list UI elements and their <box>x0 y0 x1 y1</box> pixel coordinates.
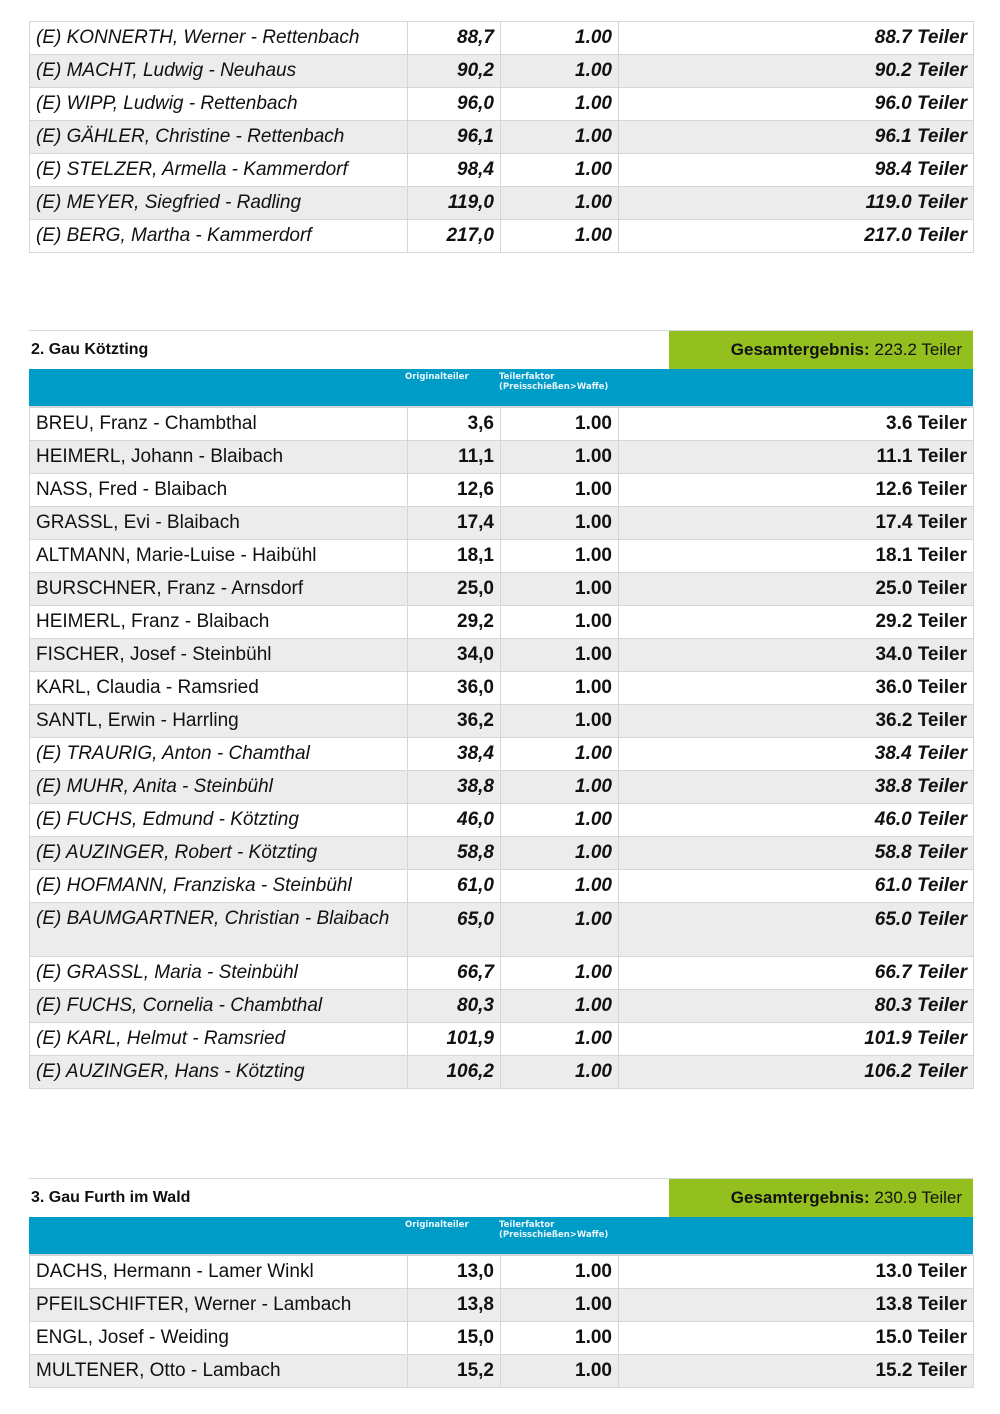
original-teiler: 90,2 <box>408 55 501 88</box>
shooter-name: (E) STELZER, Armella - Kammerdorf <box>30 154 408 187</box>
section-continued <box>29 21 973 253</box>
result-teiler: 13.8 Teiler <box>619 1289 974 1322</box>
original-teiler: 36,2 <box>408 705 501 738</box>
table-row <box>30 154 974 187</box>
result-teiler: 36.2 Teiler <box>619 705 974 738</box>
teiler-factor: 1.00 <box>501 1056 619 1089</box>
shooter-name: (E) KARL, Helmut - Ramsried <box>30 1023 408 1056</box>
teiler-factor: 1.00 <box>501 408 619 441</box>
original-teiler: 58,8 <box>408 837 501 870</box>
table-row <box>30 1023 974 1056</box>
original-teiler: 38,4 <box>408 738 501 771</box>
shooter-name: (E) FUCHS, Cornelia - Chambthal <box>30 990 408 1023</box>
table-row <box>30 474 974 507</box>
result-teiler: 36.0 Teiler <box>619 672 974 705</box>
teiler-factor: 1.00 <box>501 738 619 771</box>
shooter-name: DACHS, Hermann - Lamer Winkl <box>30 1256 408 1289</box>
result-teiler: 11.1 Teiler <box>619 441 974 474</box>
original-teiler: 13,8 <box>408 1289 501 1322</box>
total-value: 230.9 Teiler <box>874 1188 962 1207</box>
shooter-name: KARL, Claudia - Ramsried <box>30 672 408 705</box>
shooter-name: (E) MACHT, Ludwig - Neuhaus <box>30 55 408 88</box>
original-teiler: 11,1 <box>408 441 501 474</box>
section-title: 2. Gau Kötzting <box>31 341 149 358</box>
teiler-factor: 1.00 <box>501 121 619 154</box>
result-teiler: 88.7 Teiler <box>619 22 974 55</box>
result-teiler: 29.2 Teiler <box>619 606 974 639</box>
table-row <box>30 903 974 957</box>
original-teiler: 25,0 <box>408 573 501 606</box>
teiler-factor: 1.00 <box>501 507 619 540</box>
original-teiler: 88,7 <box>408 22 501 55</box>
teiler-factor: 1.00 <box>501 474 619 507</box>
original-teiler: 17,4 <box>408 507 501 540</box>
result-teiler: 217.0 Teiler <box>619 220 974 253</box>
result-teiler: 38.8 Teiler <box>619 771 974 804</box>
teiler-factor: 1.00 <box>501 22 619 55</box>
table-row <box>30 507 974 540</box>
result-teiler: 12.6 Teiler <box>619 474 974 507</box>
shooter-name: ALTMANN, Marie-Luise - Haibühl <box>30 540 408 573</box>
original-teiler: 46,0 <box>408 804 501 837</box>
column-header-factor <box>499 372 608 392</box>
table-row <box>30 804 974 837</box>
total-badge <box>669 331 973 369</box>
column-header-bar <box>29 1217 973 1255</box>
shooter-name: HEIMERL, Franz - Blaibach <box>30 606 408 639</box>
teiler-factor: 1.00 <box>501 540 619 573</box>
shooter-name: NASS, Fred - Blaibach <box>30 474 408 507</box>
table-row <box>30 540 974 573</box>
teiler-factor: 1.00 <box>501 1023 619 1056</box>
result-teiler: 80.3 Teiler <box>619 990 974 1023</box>
shooter-name: FISCHER, Josef - Steinbühl <box>30 639 408 672</box>
original-teiler: 15,0 <box>408 1322 501 1355</box>
teiler-factor: 1.00 <box>501 771 619 804</box>
table-row <box>30 957 974 990</box>
result-teiler: 34.0 Teiler <box>619 639 974 672</box>
section-title: 3. Gau Furth im Wald <box>31 1189 191 1206</box>
teiler-factor: 1.00 <box>501 870 619 903</box>
original-teiler: 34,0 <box>408 639 501 672</box>
shooter-name: (E) WIPP, Ludwig - Rettenbach <box>30 88 408 121</box>
section-header <box>29 1178 973 1217</box>
column-header-factor-line1: Teilerfaktor <box>499 1220 555 1230</box>
teiler-factor: 1.00 <box>501 1322 619 1355</box>
table-row <box>30 1322 974 1355</box>
shooter-name: (E) BAUMGARTNER, Christian - Blaibach <box>30 903 408 957</box>
result-teiler: 101.9 Teiler <box>619 1023 974 1056</box>
shooter-name: (E) BERG, Martha - Kammerdorf <box>30 220 408 253</box>
table-row <box>30 870 974 903</box>
shooter-name: PFEILSCHIFTER, Werner - Lambach <box>30 1289 408 1322</box>
shooter-name: (E) GRASSL, Maria - Steinbühl <box>30 957 408 990</box>
table-row <box>30 837 974 870</box>
original-teiler: 36,0 <box>408 672 501 705</box>
teiler-factor: 1.00 <box>501 154 619 187</box>
table-row <box>30 738 974 771</box>
original-teiler: 38,8 <box>408 771 501 804</box>
result-teiler: 96.1 Teiler <box>619 121 974 154</box>
table-row <box>30 573 974 606</box>
original-teiler: 13,0 <box>408 1256 501 1289</box>
original-teiler: 101,9 <box>408 1023 501 1056</box>
result-teiler: 119.0 Teiler <box>619 187 974 220</box>
table-row <box>30 55 974 88</box>
result-teiler: 3.6 Teiler <box>619 408 974 441</box>
result-teiler: 15.0 Teiler <box>619 1322 974 1355</box>
original-teiler: 80,3 <box>408 990 501 1023</box>
table-row <box>30 22 974 55</box>
table-row <box>30 1256 974 1289</box>
result-teiler: 98.4 Teiler <box>619 154 974 187</box>
teiler-factor: 1.00 <box>501 990 619 1023</box>
results-table <box>29 1255 974 1388</box>
result-teiler: 17.4 Teiler <box>619 507 974 540</box>
original-teiler: 3,6 <box>408 408 501 441</box>
shooter-name: BURSCHNER, Franz - Arnsdorf <box>30 573 408 606</box>
teiler-factor: 1.00 <box>501 903 619 957</box>
shooter-name: BREU, Franz - Chambthal <box>30 408 408 441</box>
shooter-name: (E) GÄHLER, Christine - Rettenbach <box>30 121 408 154</box>
teiler-factor: 1.00 <box>501 220 619 253</box>
result-teiler: 90.2 Teiler <box>619 55 974 88</box>
total-value: 223.2 Teiler <box>874 340 962 359</box>
original-teiler: 96,0 <box>408 88 501 121</box>
column-header-bar <box>29 369 973 407</box>
shooter-name: (E) MUHR, Anita - Steinbühl <box>30 771 408 804</box>
table-row <box>30 606 974 639</box>
table-row <box>30 88 974 121</box>
original-teiler: 106,2 <box>408 1056 501 1089</box>
teiler-factor: 1.00 <box>501 639 619 672</box>
shooter-name: SANTL, Erwin - Harrling <box>30 705 408 738</box>
table-row <box>30 705 974 738</box>
column-header-factor <box>499 1220 608 1240</box>
shooter-name: (E) TRAURIG, Anton - Chamthal <box>30 738 408 771</box>
original-teiler: 61,0 <box>408 870 501 903</box>
result-teiler: 46.0 Teiler <box>619 804 974 837</box>
table-row <box>30 187 974 220</box>
section-gau-furth-im-wald <box>29 1178 973 1388</box>
shooter-name: (E) FUCHS, Edmund - Kötzting <box>30 804 408 837</box>
shooter-name: (E) MEYER, Siegfried - Radling <box>30 187 408 220</box>
teiler-factor: 1.00 <box>501 1289 619 1322</box>
total-label: Gesamtergebnis: <box>730 340 870 359</box>
result-teiler: 15.2 Teiler <box>619 1355 974 1388</box>
column-header-original: Originalteiler <box>405 372 469 382</box>
original-teiler: 29,2 <box>408 606 501 639</box>
teiler-factor: 1.00 <box>501 55 619 88</box>
teiler-factor: 1.00 <box>501 573 619 606</box>
results-table <box>29 407 974 1089</box>
total-badge <box>669 1179 973 1217</box>
table-row <box>30 639 974 672</box>
shooter-name: MULTENER, Otto - Lambach <box>30 1355 408 1388</box>
result-teiler: 58.8 Teiler <box>619 837 974 870</box>
result-teiler: 13.0 Teiler <box>619 1256 974 1289</box>
column-header-factor-line1: Teilerfaktor <box>499 372 555 382</box>
teiler-factor: 1.00 <box>501 606 619 639</box>
original-teiler: 119,0 <box>408 187 501 220</box>
teiler-factor: 1.00 <box>501 705 619 738</box>
original-teiler: 98,4 <box>408 154 501 187</box>
result-teiler: 106.2 Teiler <box>619 1056 974 1089</box>
result-teiler: 38.4 Teiler <box>619 738 974 771</box>
table-row <box>30 672 974 705</box>
teiler-factor: 1.00 <box>501 187 619 220</box>
table-row <box>30 990 974 1023</box>
teiler-factor: 1.00 <box>501 1256 619 1289</box>
teiler-factor: 1.00 <box>501 957 619 990</box>
shooter-name: (E) AUZINGER, Hans - Kötzting <box>30 1056 408 1089</box>
original-teiler: 18,1 <box>408 540 501 573</box>
teiler-factor: 1.00 <box>501 1355 619 1388</box>
total-label: Gesamtergebnis: <box>730 1188 870 1207</box>
table-row <box>30 220 974 253</box>
shooter-name: HEIMERL, Johann - Blaibach <box>30 441 408 474</box>
result-teiler: 18.1 Teiler <box>619 540 974 573</box>
column-header-factor-line2: (Preisschießen>Waffe) <box>499 1230 609 1240</box>
table-row <box>30 121 974 154</box>
shooter-name: (E) AUZINGER, Robert - Kötzting <box>30 837 408 870</box>
result-teiler: 25.0 Teiler <box>619 573 974 606</box>
teiler-factor: 1.00 <box>501 837 619 870</box>
section-gau-koetzting <box>29 330 973 1089</box>
table-row <box>30 1056 974 1089</box>
column-header-factor-line2: (Preisschießen>Waffe) <box>499 382 609 392</box>
shooter-name: (E) KONNERTH, Werner - Rettenbach <box>30 22 408 55</box>
shooter-name: ENGL, Josef - Weiding <box>30 1322 408 1355</box>
original-teiler: 12,6 <box>408 474 501 507</box>
table-row <box>30 441 974 474</box>
result-teiler: 66.7 Teiler <box>619 957 974 990</box>
table-row <box>30 408 974 441</box>
table-row <box>30 771 974 804</box>
original-teiler: 217,0 <box>408 220 501 253</box>
shooter-name: GRASSL, Evi - Blaibach <box>30 507 408 540</box>
teiler-factor: 1.00 <box>501 804 619 837</box>
table-row <box>30 1289 974 1322</box>
column-header-original: Originalteiler <box>405 1220 469 1230</box>
original-teiler: 65,0 <box>408 903 501 957</box>
teiler-factor: 1.00 <box>501 441 619 474</box>
original-teiler: 15,2 <box>408 1355 501 1388</box>
result-teiler: 65.0 Teiler <box>619 903 974 957</box>
section-header <box>29 330 973 369</box>
result-teiler: 96.0 Teiler <box>619 88 974 121</box>
original-teiler: 66,7 <box>408 957 501 990</box>
shooter-name: (E) HOFMANN, Franziska - Steinbühl <box>30 870 408 903</box>
result-teiler: 61.0 Teiler <box>619 870 974 903</box>
table-row <box>30 1355 974 1388</box>
teiler-factor: 1.00 <box>501 88 619 121</box>
results-table <box>29 21 974 253</box>
original-teiler: 96,1 <box>408 121 501 154</box>
teiler-factor: 1.00 <box>501 672 619 705</box>
